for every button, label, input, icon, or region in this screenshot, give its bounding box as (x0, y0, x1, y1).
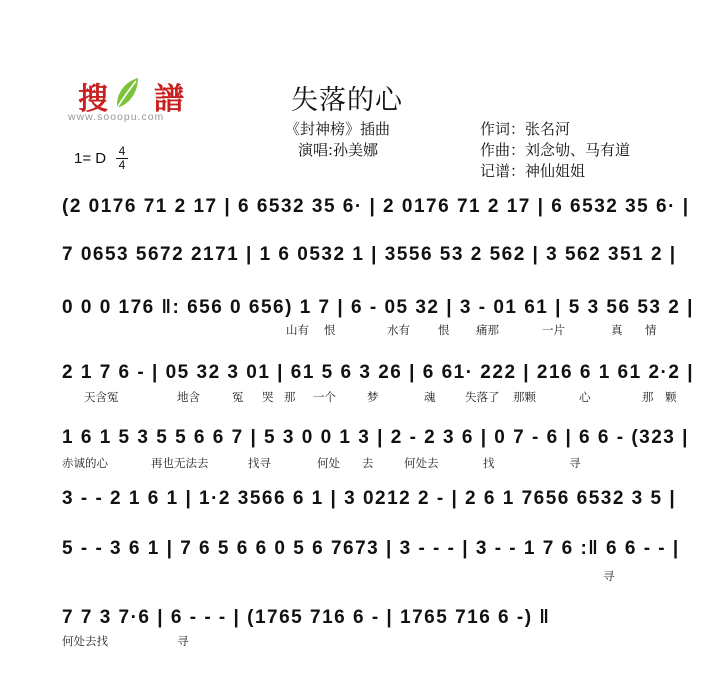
logo-char-left: 搜 (78, 82, 110, 117)
time-sig-bottom: 4 (118, 158, 126, 172)
lyric-syllable: 寻 (569, 456, 581, 470)
lyric-syllable: 何处去 (404, 456, 439, 470)
score-line-7: 5 - - 3 6 1 | 7 6 5 6 6 0 5 6 7673 | 3 - - - | 3 - - 1 7 6 :‖ 6 6 - - | (62, 538, 680, 559)
score-line-4: 2 1 7 6 - | 05 32 3 01 | 61 5 6 3 26 | 6 61· 222 | 216 6 1 61 2·2 | (62, 362, 695, 383)
score-line-2: 7 0653 5672 2171 | 1 6 0532 1 | 3556 53 2 562 | 3 562 351 2 | (62, 244, 677, 265)
lyric-syllable: 哭 (262, 390, 274, 404)
lyric-syllable: 何处去找 (62, 634, 108, 648)
score-line-6: 3 - - 2 1 6 1 | 1·2 3566 6 1 | 3 0212 2 - | 2 6 1 7656 6532 3 5 | (62, 488, 677, 509)
lyric-syllable: 那颗 (513, 390, 536, 404)
lyric-syllable: 一个 (313, 390, 336, 404)
sooopu-logo (68, 74, 198, 126)
singer-credit: 演唱:孙美娜 (298, 141, 379, 159)
lyric-syllable: 赤诚的心 (62, 456, 108, 470)
lyricist-credit: 作词：张名河 (480, 120, 571, 138)
lyric-syllable: 梦 (367, 390, 379, 404)
lyric-syllable: 水有 (387, 323, 410, 337)
lyric-syllable: 寻 (177, 634, 189, 648)
score-line-3: 0 0 0 176 ‖: 656 0 656) 1 7 | 6 - 05 32 | 3 - 01 61 | 5 3 56 53 2 | (62, 297, 694, 318)
time-signature (116, 146, 128, 171)
transcriber-credit: 记谱：神仙姐姐 (480, 162, 586, 180)
logo-char-right: 譜 (154, 82, 186, 117)
lyric-syllable: 失落了 (465, 390, 500, 404)
lyric-syllable: 去 (362, 456, 374, 470)
lyric-syllable: 再也无法去 (151, 456, 209, 470)
lyric-syllable: 情 (645, 323, 657, 337)
lyric-syllable: 那 (642, 390, 654, 404)
time-sig-top: 4 (118, 144, 126, 158)
lyric-syllable: 山有 (286, 323, 309, 337)
score-line-1: (2 0176 71 2 17 | 6 6532 35 6· | 2 0176 71 2 17 | 6 6532 35 6· | (62, 196, 690, 217)
score-line-8: 7 7 3 7·6 | 6 - - - | (1765 716 6 - | 1765 716 6 -) ‖ (62, 607, 551, 628)
lyric-syllable: 天含冤 (84, 390, 119, 404)
lyric-syllable: 寻 (603, 569, 615, 583)
lyric-syllable: 心 (579, 390, 591, 404)
key-signature: 1= D (74, 150, 107, 167)
lyric-syllable: 地含 (177, 390, 200, 404)
lyric-syllable: 找寻 (248, 456, 271, 470)
lyric-syllable: 颗 (665, 390, 677, 404)
lyric-syllable: 真 (611, 323, 623, 337)
lyric-syllable: 一片 (542, 323, 565, 337)
score-line-5: 1 6 1 5 3 5 5 6 6 7 | 5 3 0 0 1 3 | 2 - 2 3 6 | 0 7 - 6 | 6 6 - (323 | (62, 427, 689, 448)
logo-url: www.sooopu.com (68, 111, 165, 123)
lyric-syllable: 找 (483, 456, 495, 470)
lyric-syllable: 那 (284, 390, 296, 404)
lyric-syllable: 恨 (438, 323, 450, 337)
leaf-icon (114, 76, 140, 110)
song-title: 失落的心 (291, 85, 403, 116)
lyric-syllable: 冤 (232, 390, 244, 404)
composer-credit: 作曲：刘念劬、马有道 (480, 141, 631, 159)
lyric-syllable: 恨 (324, 323, 336, 337)
lyric-syllable: 何处 (317, 456, 340, 470)
song-source: 《封神榜》插曲 (285, 120, 391, 138)
lyric-syllable: 痛那 (476, 323, 499, 337)
lyric-syllable: 魂 (424, 390, 436, 404)
